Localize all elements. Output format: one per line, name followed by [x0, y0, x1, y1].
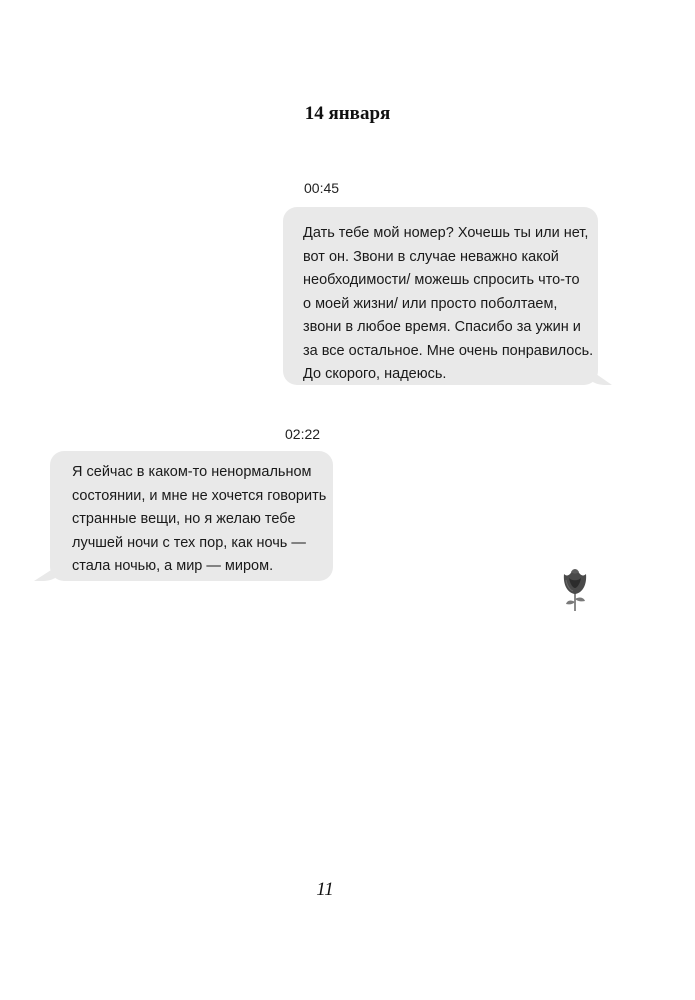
- bubble-tail: [586, 367, 612, 385]
- message-time: 00:45: [304, 180, 340, 196]
- message-line: состоянии, и мне не хочется говорить: [72, 487, 327, 504]
- message-line: вот он. Звони в случае неважно какой: [303, 248, 559, 265]
- message-line: о моей жизни/ или просто поболтаем,: [303, 295, 558, 312]
- message-line: стала ночью, а мир — миром.: [72, 558, 274, 574]
- message-time: 02:22: [285, 426, 321, 442]
- message-bubble-incoming: [50, 451, 333, 581]
- message-line: странные вещи, но я желаю тебе: [72, 511, 296, 527]
- message-line: лучшей ночи с тех пор, как ночь —: [72, 534, 306, 551]
- message-line: До скорого, надеюсь.: [303, 366, 447, 382]
- message-line: необходимости/ можешь спросить что-то: [303, 272, 580, 288]
- page-number: 11: [316, 879, 334, 900]
- rose-icon: [560, 566, 590, 612]
- date-heading: 14 января: [304, 103, 391, 124]
- message-line: звони в любое время. Спасибо за ужин и: [303, 319, 581, 335]
- message-line: за все остальное. Мне очень понравилось.: [303, 342, 594, 359]
- message-bubble-outgoing: [283, 207, 598, 385]
- message-line: Я сейчас в каком-то ненормальном: [72, 464, 312, 480]
- bubble-tail: [34, 563, 62, 581]
- message-line: Дать тебе мой номер? Хочешь ты или нет,: [303, 225, 589, 241]
